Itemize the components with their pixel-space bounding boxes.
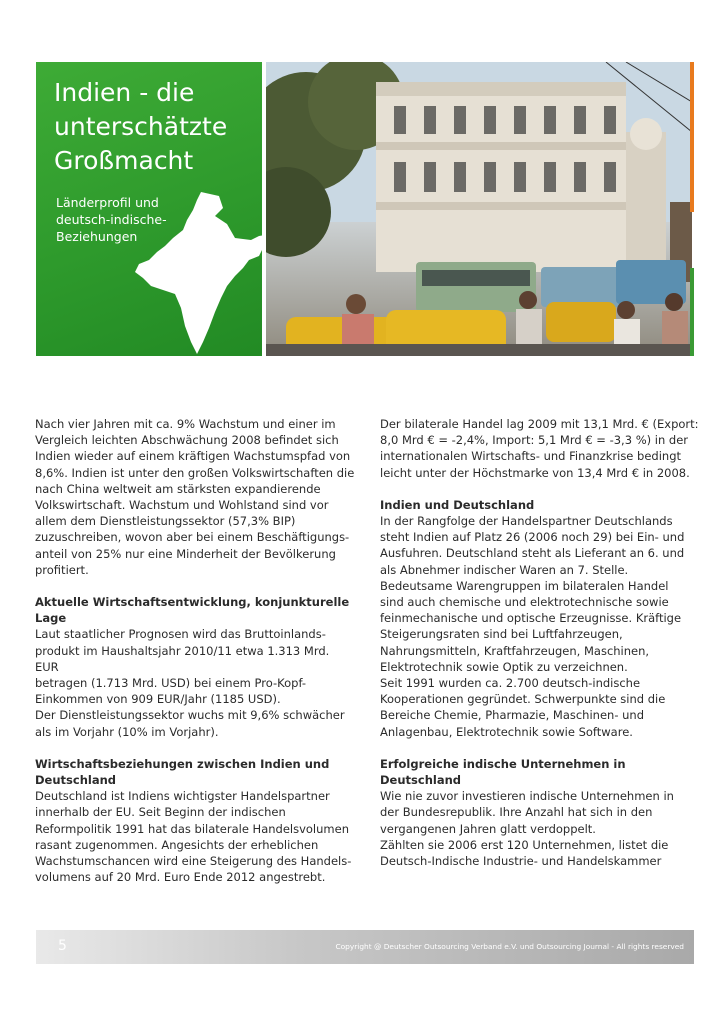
- text-line: Volkswirtschaft. Wachstum und Wohlstand sind vor: [35, 498, 329, 513]
- text-line: 8,6%. Indien ist unter den großen Volkswirtschaften die: [35, 465, 355, 480]
- left-column: [35, 416, 355, 885]
- accent-bar-orange: [690, 62, 694, 212]
- text-line: allem dem Dienstleistungssektor (57,3% BIP): [35, 514, 296, 529]
- text-line: Steigerungsraten sind bei Luftfahrzeugen,: [380, 627, 623, 642]
- text-line: sind auch chemische und elektrotechnische sowie: [380, 595, 669, 610]
- text-line: Wie nie zuvor investieren indische Unternehmen in: [380, 789, 674, 804]
- text-line: Bedeutsame Warengruppen im bilateralen Handel: [380, 578, 669, 593]
- text-line: vergangenen Jahren glatt verdoppelt.: [380, 821, 596, 836]
- text-line: leicht unter der Höchstmarke von 13,4 Mrd € in 2008.: [380, 465, 690, 480]
- hero-title-panel: [36, 62, 262, 356]
- title-line: Großmacht: [54, 146, 194, 175]
- text-line: Zählten sie 2006 erst 120 Unternehmen, listet die: [380, 837, 669, 852]
- section-heading: Deutschland: [35, 773, 116, 788]
- text-line: Der Dienstleistungssektor wuchs mit 9,6% schwächer: [35, 708, 345, 723]
- spacer: [35, 578, 355, 594]
- subtitle-line: Beziehungen: [56, 229, 138, 244]
- text-line: innerhalb der EU. Seit Beginn der indischen: [35, 805, 286, 820]
- text-line: Nahrungsmitteln, Kraftfahrzeugen, Maschinen,: [380, 643, 650, 658]
- text-line: Einkommen von 909 EUR/Jahr (1185 USD).: [35, 692, 281, 707]
- text-line: Indien wieder auf einem kräftigen Wachstumspfad von: [35, 449, 351, 464]
- text-line: Nach vier Jahren mit ca. 9% Wachstum und einer im: [35, 417, 336, 431]
- photo-illustration: [266, 62, 692, 356]
- text-line: volumens auf 20 Mrd. Euro Ende 2012 angestrebt.: [35, 870, 326, 885]
- text-line: Der bilaterale Handel lag 2009 mit 13,1 Mrd. € (Export:: [380, 417, 699, 431]
- text-line: 8,0 Mrd € = -2,4%, Import: 5,1 Mrd € = -3,3 %) in der: [380, 433, 689, 448]
- text-line: Laut staatlicher Prognosen wird das Bruttoinlands-: [35, 627, 326, 642]
- section-heading: Deutschland: [380, 773, 461, 788]
- title-line: unterschätzte: [54, 112, 228, 141]
- section-heading: Erfolgreiche indische Unternehmen in: [380, 756, 626, 771]
- spacer: [380, 740, 700, 756]
- text-line: Wachstumschancen wird eine Steigerung des Handels-: [35, 854, 352, 869]
- text-line: steht Indien auf Platz 26 (2006 noch 29) bei Ein- und: [380, 530, 685, 545]
- text-line: betragen (1.713 Mrd. USD) bei einem Pro-Kopf-: [35, 676, 307, 691]
- page-title: [54, 76, 254, 178]
- text-line: produkt im Haushaltsjahr 2010/11 etwa 1.313 Mrd. EUR: [35, 643, 330, 674]
- text-line: rasant zugenommen. Angesichts der erheblichen: [35, 837, 319, 852]
- title-line: Indien - die: [54, 78, 195, 107]
- text-line: zuzuschreiben, wovon aber bei einem Beschäftigungs-: [35, 530, 350, 545]
- text-line: Elektrotechnik sowie Optik zu verzeichnen.: [380, 659, 628, 674]
- right-column: [380, 416, 700, 869]
- text-line: Deutschland ist Indiens wichtigster Handelspartner: [35, 789, 330, 804]
- section-heading: Aktuelle Wirtschaftsentwicklung, konjunkturelle: [35, 595, 350, 610]
- text-line: Kooperationen gegründet. Schwerpunkte sind die: [380, 692, 666, 707]
- text-line: Seit 1991 wurden ca. 2.700 deutsch-indische: [380, 676, 641, 691]
- page-footer: [36, 930, 694, 964]
- subtitle-line: Länderprofil und: [56, 195, 159, 210]
- text-line: profitiert.: [35, 562, 89, 577]
- page-subtitle: [56, 194, 236, 245]
- kolkata-street-photo: [266, 62, 692, 356]
- section-heading: Indien und Deutschland: [380, 497, 535, 512]
- accent-bar-green: [690, 268, 694, 356]
- text-line: Anlagenbau, Elektrotechnik sowie Software.: [380, 724, 633, 739]
- text-line: nach China weltweit am stärksten expandierende: [35, 481, 321, 496]
- text-line: Deutsch-Indische Industrie- und Handelskammer: [380, 854, 662, 869]
- text-line: feinmechanische und optische Erzeugnisse. Kräftige: [380, 611, 682, 626]
- text-line: der Bundesrepublik. Ihre Anzahl hat sich in den: [380, 805, 653, 820]
- text-line: In der Rangfolge der Handelspartner Deutschlands: [380, 514, 673, 529]
- section-heading: Lage: [35, 611, 67, 626]
- spacer: [35, 740, 355, 756]
- text-line: als im Vorjahr (10% im Vorjahr).: [35, 724, 219, 739]
- text-line: internationalen Wirtschafts- und Finanzkrise bedingt: [380, 449, 682, 464]
- text-line: als Abnehmer indischer Waren an 7. Stelle.: [380, 562, 629, 577]
- page-number: 5: [58, 938, 67, 954]
- text-line: anteil von 25% nur eine Minderheit der Bevölkerung: [35, 546, 336, 561]
- copyright-notice: Copyright @ Deutscher Outsourcing Verband e.V. und Outsourcing Journal - All rights reserved: [335, 942, 684, 951]
- subtitle-line: deutsch-indische-: [56, 212, 167, 227]
- text-line: Reformpolitik 1991 hat das bilaterale Handelsvolumen: [35, 821, 349, 836]
- spacer: [380, 481, 700, 497]
- text-line: Bereiche Chemie, Pharmazie, Maschinen- und: [380, 708, 644, 723]
- text-line: Vergleich leichten Abschwächung 2008 befindet sich: [35, 433, 339, 448]
- section-heading: Wirtschaftsbeziehungen zwischen Indien und: [35, 756, 330, 771]
- text-line: Ausfuhren. Deutschland steht als Lieferant an 6. und: [380, 546, 685, 561]
